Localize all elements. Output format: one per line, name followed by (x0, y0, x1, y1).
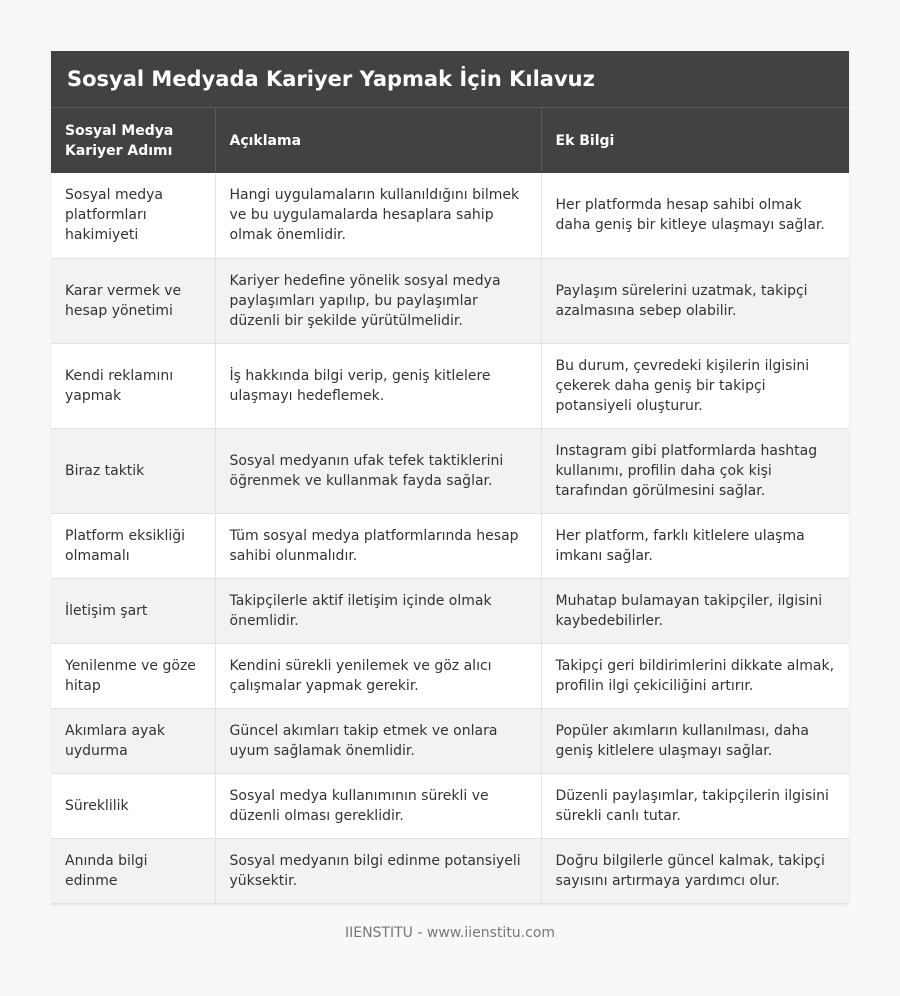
cell-step: Karar vermek ve hesap yönetimi (51, 258, 215, 343)
footer-credit: IIENSTITU - www.iienstitu.com (344, 925, 556, 941)
table-row (51, 643, 849, 708)
cell-description: Sosyal medyanın ufak tefek taktiklerini öğrenmek ve kullanmak fayda sağlar. (215, 428, 541, 513)
cell-extra-info: Doğru bilgilerle güncel kalmak, takipçi sayısını artırmaya yardımcı olur. (541, 838, 849, 903)
cell-description: Güncel akımları takip etmek ve onlara uyum sağlamak önemlidir. (215, 708, 541, 773)
cell-step: Süreklilik (51, 773, 215, 838)
table-row (51, 838, 849, 903)
cell-extra-info: Bu durum, çevredeki kişilerin ilgisini çekerek daha geniş bir takipçi potansiyeli oluşturur. (541, 343, 849, 428)
table-row (51, 258, 849, 343)
table-row (51, 773, 849, 838)
cell-extra-info: Her platform, farklı kitlelere ulaşma imkanı sağlar. (541, 513, 849, 578)
cell-step: Sosyal medya platformları hakimiyeti (51, 173, 215, 258)
cell-step: Anında bilgi edinme (51, 838, 215, 903)
header-row (51, 108, 849, 173)
cell-extra-info: Muhatap bulamayan takipçiler, ilgisini kaybedebilirler. (541, 578, 849, 643)
cell-step: Akımlara ayak uydurma (51, 708, 215, 773)
cell-extra-info: Takipçi geri bildirimlerini dikkate almak, profilin ilgi çekiciliğini artırır. (541, 643, 849, 708)
cell-extra-info: Instagram gibi platformlarda hashtag kullanımı, profilin daha çok kişi tarafından görülmesini sağlar. (541, 428, 849, 513)
cell-extra-info: Paylaşım sürelerini uzatmak, takipçi azalmasına sebep olabilir. (541, 258, 849, 343)
cell-step: İletişim şart (51, 578, 215, 643)
table-title: Sosyal Medyada Kariyer Yapmak İçin Kılavuz (51, 51, 849, 108)
table-row (51, 343, 849, 428)
cell-step: Biraz taktik (51, 428, 215, 513)
cell-extra-info: Düzenli paylaşımlar, takipçilerin ilgisini sürekli canlı tutar. (541, 773, 849, 838)
cell-description: İş hakkında bilgi verip, geniş kitlelere ulaşmayı hedeflemek. (215, 343, 541, 428)
cell-step: Kendi reklamını yapmak (51, 343, 215, 428)
cell-extra-info: Popüler akımların kullanılması, daha geniş kitlelere ulaşmayı sağlar. (541, 708, 849, 773)
guide-table (51, 108, 849, 904)
guide-card (51, 51, 849, 904)
cell-description: Takipçilerle aktif iletişim içinde olmak önemlidir. (215, 578, 541, 643)
table-row (51, 173, 849, 258)
table-row (51, 578, 849, 643)
cell-step: Yenilenme ve göze hitap (51, 643, 215, 708)
cell-description: Kendini sürekli yenilemek ve göz alıcı çalışmalar yapmak gerekir. (215, 643, 541, 708)
cell-extra-info: Her platformda hesap sahibi olmak daha geniş bir kitleye ulaşmayı sağlar. (541, 173, 849, 258)
column-header-description: Açıklama (215, 108, 541, 173)
column-header-step: Sosyal Medya Kariyer Adımı (51, 108, 215, 173)
cell-step: Platform eksikliği olmamalı (51, 513, 215, 578)
cell-description: Sosyal medyanın bilgi edinme potansiyeli yüksektir. (215, 838, 541, 903)
cell-description: Hangi uygulamaların kullanıldığını bilmek ve bu uygulamalarda hesaplara sahip olmak önemlidir. (215, 173, 541, 258)
cell-description: Kariyer hedefine yönelik sosyal medya paylaşımları yapılıp, bu paylaşımlar düzenli bir şekilde yürütülmelidir. (215, 258, 541, 343)
cell-description: Tüm sosyal medya platformlarında hesap sahibi olunmalıdır. (215, 513, 541, 578)
table-row (51, 513, 849, 578)
column-header-extra-info: Ek Bilgi (541, 108, 849, 173)
cell-description: Sosyal medya kullanımının sürekli ve düzenli olması gereklidir. (215, 773, 541, 838)
table-row (51, 428, 849, 513)
table-row (51, 708, 849, 773)
